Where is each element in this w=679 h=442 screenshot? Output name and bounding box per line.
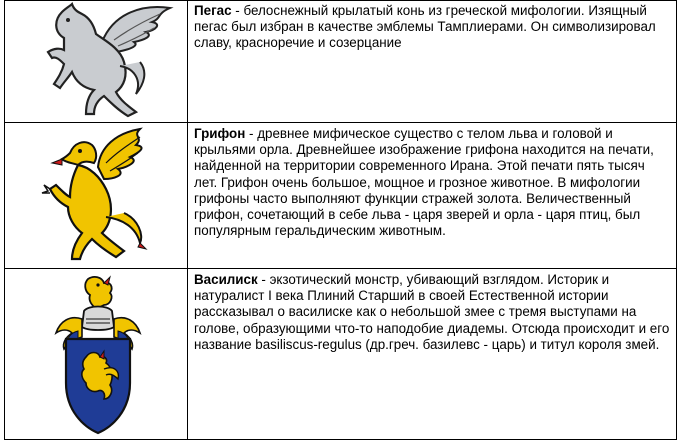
pegasus-description: [194, 3, 671, 52]
griffin-icon: [40, 127, 160, 263]
griffin-description: [194, 126, 671, 239]
basilisk-text: - экзотический монстр, убивающий взглядом. Историк и натуралист I века Плиний Старший в своей Естественной истории рассказывал о василиске как о небольшой змее с тремя выступами на голове, образующими что-то наподобие диадемы. Отсюда происходит и его название basiliscus-regulus (др.греч. базилевс - царь) и титул короля змей.: [194, 272, 670, 352]
griffin-description-cell: [187, 123, 677, 268]
basilisk-image-cell: [4, 269, 187, 439]
basilisk-description-cell: [187, 269, 677, 439]
griffin-image-cell: [4, 123, 187, 268]
table-row-basilisk: [4, 269, 677, 440]
basilisk-description: [194, 272, 671, 353]
pegasus-image-cell: [4, 0, 187, 122]
basilisk-coat-of-arms-icon: [48, 275, 148, 437]
table-row-pegasus: [4, 0, 677, 123]
pegasus-description-cell: [187, 0, 677, 122]
basilisk-name: Василиск: [194, 272, 258, 287]
pegasus-icon: [24, 2, 174, 120]
table-row-griffin: [4, 123, 677, 269]
heraldic-creatures-table: [4, 0, 677, 439]
griffin-text: - древнее мифическое существо с телом льва и головой и крыльями орла. Древнейшее изображение грифона находится на печати, найденной на территории современного Ирана. Этой печати пять тысяч лет. Грифон очень большое, мощное и грозное животное. В мифологии грифоны часто выполняют функции стражей золота. Величественный грифон, сочетающий в себе льва - царя зверей и орла - царя птиц, был популярным геральдическим животным.: [194, 126, 654, 239]
pegasus-text: - белоснежный крылатый конь из греческой мифологии. Изящный пегас был избран в качестве эмблемы Тамплиерами. Он символизировал славу, красноречие и созерцание: [194, 3, 656, 51]
griffin-name: Грифон: [194, 126, 246, 141]
pegasus-name: Пегас: [194, 3, 232, 18]
